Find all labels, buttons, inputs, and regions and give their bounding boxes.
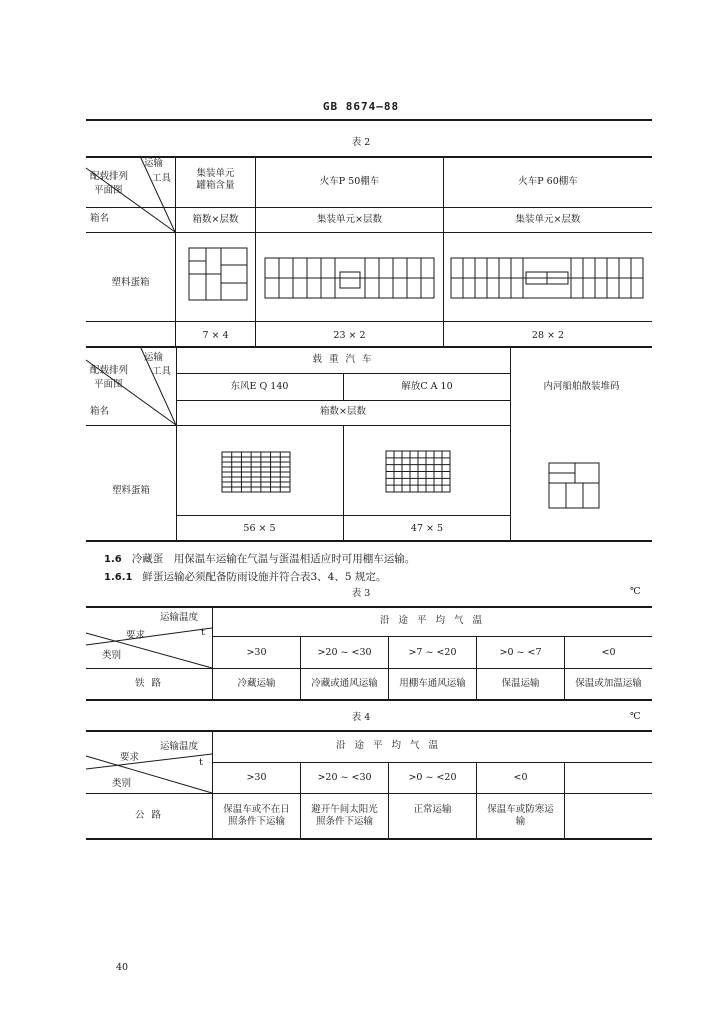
para-1-6-1-text: 鲜蛋运输必须配备防雨设施并符合表3、4、5 规定。 (142, 571, 387, 583)
row2-label-plastic-box: 塑料蛋箱 (111, 485, 150, 496)
t4-diag-temp: 运输温度 (160, 741, 199, 752)
t3-val-0: 冷藏运输 (237, 678, 276, 689)
t4-val-2: 正常运输 (413, 804, 452, 815)
row-label-plastic-box: 塑料蛋箱 (111, 277, 150, 288)
subcol-2: 集装单元×层数 (515, 214, 581, 225)
table3-unit: ℃ (630, 586, 641, 597)
diag-arrange: 配载排列 (90, 171, 129, 182)
t4-range-0: >30 (246, 772, 267, 783)
table4-caption: 表 4 (351, 712, 371, 723)
t3-diag-temp: 运输温度 (160, 612, 199, 623)
subcol-1: 集装单元×层数 (317, 214, 382, 225)
col-p60: 火车P 60棚车 (518, 176, 578, 187)
diag2-transport: 运输 (144, 352, 164, 363)
t4-row-highway: 公 路 (134, 810, 164, 821)
para-1-6-num: 1.6 (104, 554, 122, 565)
col-p50: 火车P 50棚车 (319, 176, 380, 187)
t4-diag-req: 要求 (120, 752, 140, 763)
diag-box: 箱名 (90, 213, 110, 224)
t3-diag-req: 要求 (126, 630, 146, 641)
count-7x4: 7 × 4 (202, 330, 229, 341)
table2-caption: 表 2 (351, 137, 371, 148)
subcol-0: 箱数×层数 (192, 214, 239, 225)
table3-caption: 表 3 (351, 588, 371, 599)
t3-range-4: <0 (601, 647, 616, 658)
diag2-box: 箱名 (90, 406, 110, 417)
col-dongfeng: 东风E Q 140 (230, 381, 289, 392)
diag2-tool: 工具 (152, 366, 172, 377)
subcol-boxes-layers: 箱数×层数 (320, 406, 366, 417)
t4-val-3: 保温车或防寒运 输 (487, 804, 554, 827)
count-47x5: 47 × 5 (410, 523, 444, 534)
col-truck: 载 重 汽 车 (312, 354, 374, 365)
para-1-6-text: 冷藏蛋 用保温车运输在气温与蛋温相适应时可用棚车运输。 (131, 553, 416, 565)
t4-val-1: 避开午间太阳光 照条件下运输 (311, 804, 378, 827)
diag-transport: 运输 (144, 158, 164, 169)
col-ship: 内河船舶散装堆码 (543, 381, 620, 392)
diag2-plan: 平面图 (94, 379, 123, 390)
t3-val-1: 冷藏或通风运输 (311, 678, 378, 689)
t3-range-2: >7 ~ <20 (408, 647, 457, 658)
t3-range-3: >0 ~ <7 (499, 647, 542, 658)
document-code: GB 8674—88 (322, 100, 400, 113)
diag2-arrange: 配载排列 (90, 365, 129, 376)
t4-diag-cat: 类别 (112, 778, 132, 789)
t3-span: 沿 途 平 均 气 温 (379, 615, 486, 626)
t3-range-1: >20 ~ <30 (317, 647, 372, 658)
t3-val-4: 保温或加温运输 (575, 678, 642, 689)
count-28x2: 28 × 2 (531, 330, 565, 341)
t3-diag-t: t (201, 627, 205, 638)
col-jiefang: 解放C A 10 (401, 381, 453, 392)
col-unit-content: 集装单元 罐箱含量 (196, 168, 235, 191)
count-56x5: 56 × 5 (243, 523, 276, 534)
t4-diag-t: t (199, 757, 203, 768)
t4-span: 沿 途 平 均 气 温 (335, 740, 442, 751)
para-1-6-1-num: 1.6.1 (104, 572, 133, 583)
t4-range-1: >20 ~ <30 (317, 772, 372, 783)
table4-unit: ℃ (630, 711, 641, 722)
t3-row-railway: 铁 路 (134, 678, 164, 689)
t3-range-0: >30 (246, 647, 267, 658)
t4-range-3: <0 (513, 772, 528, 783)
t3-val-3: 保温运输 (501, 678, 540, 689)
t4-range-2: >0 ~ <20 (408, 772, 457, 783)
diag-tool: 工具 (152, 173, 172, 184)
t3-val-2: 用棚车通风运输 (399, 678, 466, 689)
count-23x2: 23 × 2 (333, 330, 366, 341)
t3-diag-cat: 类别 (102, 650, 122, 661)
diag-plan: 平面图 (94, 185, 123, 196)
t4-val-0: 保温车或不在日 照条件下运输 (223, 804, 290, 827)
page-number: 40 (116, 962, 129, 973)
